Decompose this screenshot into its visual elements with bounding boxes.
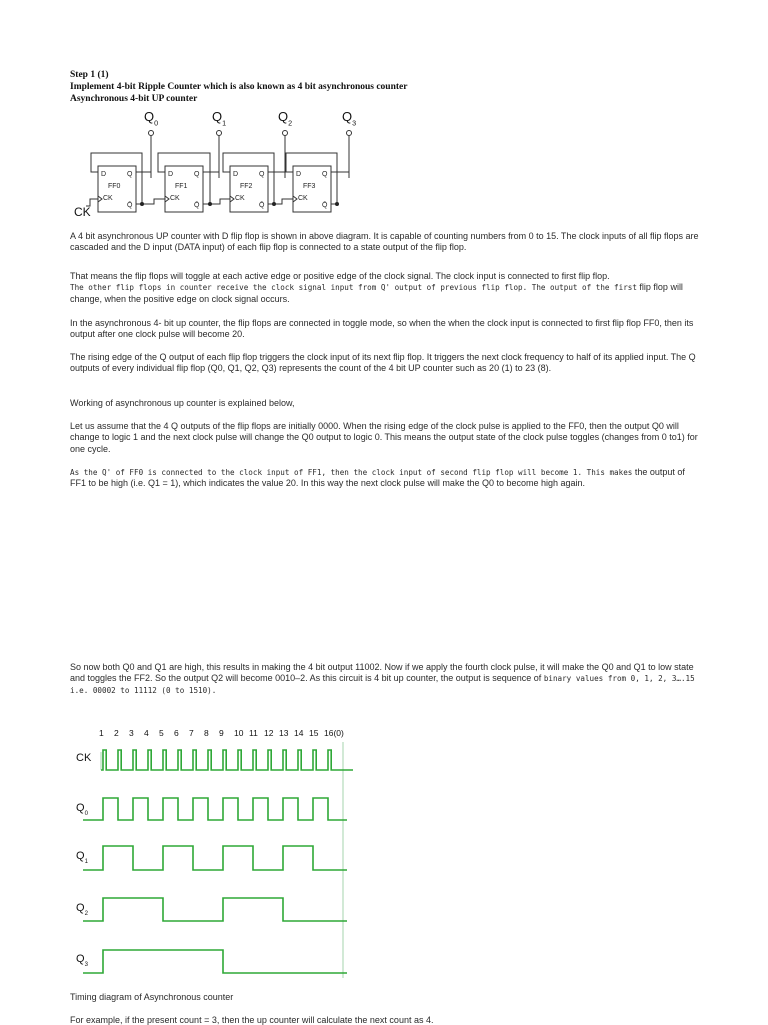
paragraph-3: In the asynchronous 4- bit up counter, the flip flops are connected in toggle mode, so when the when the clock input is connected to first flip flop FF0, then its output after one clock pulse will become 20.: [70, 318, 694, 340]
pulse-number-label: 4: [144, 728, 149, 738]
paragraph-5: Working of asynchronous up counter is explained below,: [70, 398, 295, 408]
signal-label-q1: $Q_1$: [76, 850, 88, 865]
pin-qbar-label: Q̄: [322, 202, 328, 209]
pin-qbar-label: Q̄: [259, 202, 265, 209]
paragraph-8-part-a: So now both Q0 and Q1 are high, this results in making the 4 bit output 11002. Now if we apply the fourth clock pulse, it will make the Q0 and Q1 to low state and toggles the FF2. So the output Q2 will become 0010–2. As this circuit is 4 bit up counter, the output is sequence of: [70, 662, 694, 684]
q1-waveform: [83, 846, 347, 870]
paragraph-2-part-c: flip flop will change, when the positive edge on clock signal occurs.: [70, 282, 683, 304]
pulse-number-label: 14: [294, 728, 304, 738]
step-heading: Step 1 (1): [70, 70, 109, 80]
signal-label-q3: $Q_3$: [76, 953, 88, 968]
pulse-number-label: 1: [99, 728, 104, 738]
pulse-number-label: 13: [279, 728, 289, 738]
flipflop-name-label: FF0: [108, 183, 121, 190]
flipflop-ff2: [233, 171, 265, 209]
pulse-number-label: 12: [264, 728, 274, 738]
signal-label-q0: $Q_0$: [76, 802, 88, 817]
pin-ck-label: CK: [103, 195, 113, 202]
ripple-counter-circuit-diagram: [60, 106, 380, 226]
pin-qbar-label: Q̄: [127, 202, 133, 209]
q2-waveform: [83, 898, 347, 921]
pin-ck-label: CK: [298, 195, 308, 202]
pin-q-label: Q: [259, 171, 265, 178]
flipflop-name-label: FF3: [303, 183, 316, 190]
q-output-stems: [151, 136, 349, 178]
pulse-number-label: 6: [174, 728, 179, 738]
pulse-number-label: 3: [129, 728, 134, 738]
pulse-number-label: 7: [189, 728, 194, 738]
pin-qbar-label: Q̄: [194, 202, 200, 209]
paragraph-7: [70, 467, 702, 490]
q3-waveform: [83, 950, 347, 973]
clock-input-label: CK: [74, 205, 91, 219]
page-title: Implement 4-bit Ripple Counter which is also known as 4 bit asynchronous counter: [70, 82, 408, 92]
flipflop-ff1: [168, 171, 200, 209]
pin-d-label: D: [233, 171, 239, 178]
pulse-number-label: 8: [204, 728, 209, 738]
paragraph-2-part-a: That means the flip flops will toggle at each active edge or positive edge of the clock signal. The clock input is connected to first flip flop.: [70, 271, 610, 281]
paragraph-6: Let us assume that the 4 Q outputs of the flip flops are initially 0000. When the rising edge of the clock pulse is applied to the FF0, then the output Q0 will change to logic 1 and the next clock pulse will change the Q0 output to logic 0. This means the output state of the clock pulse toggles (changes from 0 to1) for one cycle.: [70, 421, 698, 454]
pin-q-label: Q: [127, 171, 133, 178]
pin-q-label: Q: [194, 171, 200, 178]
pin-d-label: D: [101, 171, 107, 178]
pulse-number-label: 10: [234, 728, 244, 738]
output-label-q3: $Q_3$: [342, 109, 357, 128]
paragraph-4: The rising edge of the Q output of each flip flop triggers the clock input of its next flip flop. It triggers the next clock frequency to half of its applied input. The Q outputs of every individual flip flop (Q0, Q1, Q2, Q3) represents the count of the 4 bit UP counter such as 20 (1) to 23 (8).: [70, 352, 696, 374]
signal-label-q2: $Q_2$: [76, 902, 88, 917]
timing-diagram: [60, 720, 380, 985]
output-label-q1: $Q_1$: [212, 109, 227, 128]
pin-d-label: D: [296, 171, 302, 178]
flipflop-name-label: FF1: [175, 183, 188, 190]
pulse-number-label: 2: [114, 728, 119, 738]
pulse-number-label: 15: [309, 728, 319, 738]
pin-q-label: Q: [322, 171, 328, 178]
paragraph-1: A 4 bit asynchronous UP counter with D flip flop is shown in above diagram. It is capable of counting numbers from 0 to 15. The clock inputs of all flip flops are cascaded and the D input (DATA input) of each flip flop is connected to a state output of the flip flop.: [70, 231, 699, 253]
ck-waveform: [101, 750, 353, 770]
paragraph-7-part-b: the output of FF1 to be high (i.e. Q1 = 1), which indicates the value 20. In this way the next clock pulse will make the Q0 to become high again.: [70, 467, 685, 489]
pin-d-label: D: [168, 171, 174, 178]
timing-diagram-caption: Timing diagram of Asynchronous counter: [70, 992, 234, 1002]
flipflop-name-label: FF2: [240, 183, 253, 190]
paragraph-2: [70, 271, 702, 305]
junction-dots: [140, 202, 339, 206]
output-label-q2: $Q_2$: [278, 109, 293, 128]
paragraph-2-part-b: The other flip flops in counter receive the clock signal input from Q' output of previous flip flop. The output of the first: [70, 283, 637, 293]
paragraph-8: [70, 662, 702, 696]
paragraph-8-part-b: binary values from 0, 1, 2, 3….15 i.e. 00002 to 11112 (0 to 1510).: [70, 674, 695, 695]
output-terminals: [149, 131, 352, 136]
flipflop-ff0: [101, 171, 133, 209]
paragraph-9: For example, if the present count = 3, then the up counter will calculate the next count as 4.: [70, 1015, 434, 1025]
pulse-number-label: 16(0): [324, 728, 344, 738]
paragraph-7-part-a: As the Q' of FF0 is connected to the clock input of FF1, then the clock input of second flip flop will become 1. This makes: [70, 468, 633, 477]
section-subtitle: Asynchronous 4-bit UP counter: [70, 94, 198, 104]
pulse-number-label: 11: [249, 728, 258, 738]
q0-waveform: [83, 798, 347, 820]
pin-ck-label: CK: [170, 195, 180, 202]
pulse-number-label: 9: [219, 728, 224, 738]
signal-label-ck: CK: [76, 752, 92, 764]
flipflop-ff3: [296, 171, 328, 209]
pin-ck-label: CK: [235, 195, 245, 202]
output-label-q0: $Q_0$: [144, 109, 159, 128]
pulse-number-label: 5: [159, 728, 164, 738]
